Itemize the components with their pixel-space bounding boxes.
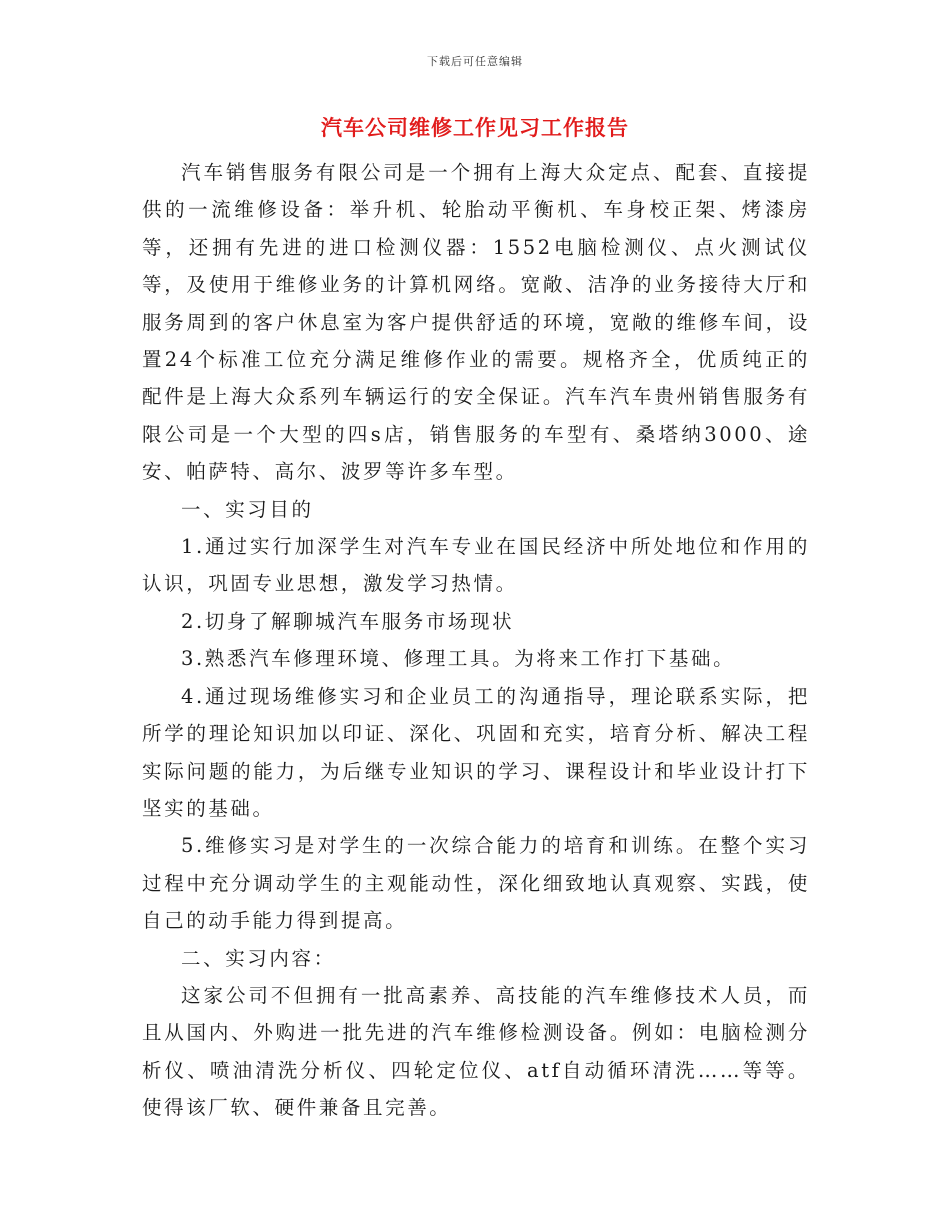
- paragraph-content: 这家公司不但拥有一批高素养、高技能的汽车维修技术人员，而且从国内、外购进一批先进的汽车维修检测设备。例如：电脑检测分析仪、喷油清洗分析仪、四轮定位仪、atf自动循环清洗……等等。使得该厂软、硬件兼备且完善。: [142, 983, 810, 1120]
- list-item-purpose-1: 1.通过实行加深学生对汽车专业在国民经济中所处地位和作用的认识，巩固专业思想，激发学习热情。: [142, 535, 810, 596]
- section-heading-content: 二、实习内容：: [181, 946, 336, 970]
- list-item-purpose-4: 4.通过现场维修实习和企业员工的沟通指导，理论联系实际，把所学的理论知识加以印证、深化、巩固和充实，培育分析、解决工程实际问题的能力，为后继专业知识的学习、课程设计和毕业设计打下坚实的基础。: [142, 684, 810, 820]
- header-note: 下载后可任意编辑: [427, 55, 523, 68]
- list-item-purpose-3: 3.熟悉汽车修理环境、修理工具。为将来工作打下基础。: [181, 647, 736, 671]
- list-item-purpose-2: 2.切身了解聊城汽车服务市场现状: [181, 609, 515, 633]
- section-heading-purpose: 一、实习目的: [181, 497, 314, 521]
- document-title: 汽车公司维修工作见习工作报告: [321, 115, 629, 140]
- paragraph-intro: 汽车销售服务有限公司是一个拥有上海大众定点、配套、直接提供的一流维修设备：举升机、轮胎动平衡机、车身校正架、烤漆房等，还拥有先进的进口检测仪器：1552电脑检测仪、点火测试仪等，及使用于维修业务的计算机网络。宽敞、洁净的业务接待大厅和服务周到的客户休息室为客户提供舒适的环境，宽敞的维修车间，设置24个标准工位充分满足维修作业的需要。规格齐全，优质纯正的配件是上海大众系列车辆运行的安全保证。汽车汽车贵州销售服务有限公司是一个大型的四s店，销售服务的车型有、桑塔纳3000、途安、帕萨特、高尔、波罗等许多车型。: [142, 161, 810, 484]
- list-item-purpose-5: 5.维修实习是对学生的一次综合能力的培育和训练。在整个实习过程中充分调动学生的主观能动性，深化细致地认真观察、实践，使自己的动手能力得到提高。: [142, 834, 810, 933]
- document-body: [142, 154, 810, 1127]
